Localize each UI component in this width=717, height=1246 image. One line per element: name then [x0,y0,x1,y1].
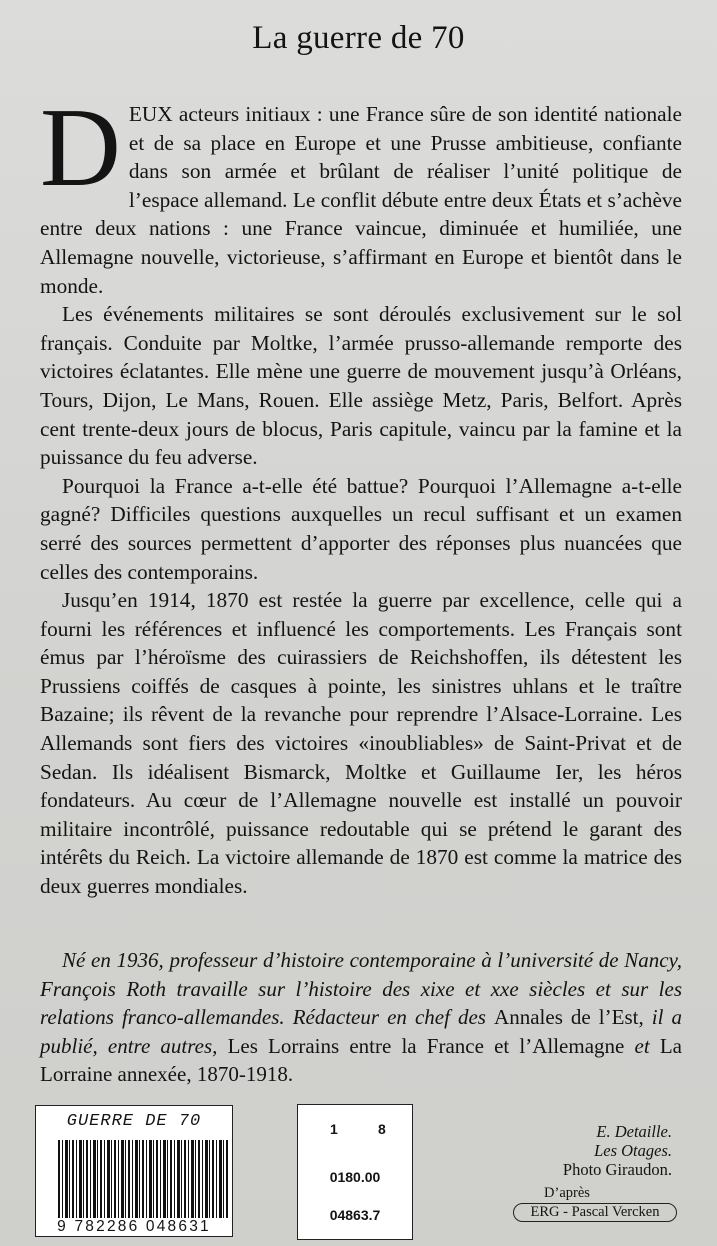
intro-paragraph [40,86,682,300]
credit-photo: Photo Giraudon. [562,1160,672,1179]
bio-journal: Annales de l’Est, [494,1005,644,1030]
barcode-number: 9 782286 048631 [57,1218,211,1235]
description-text [40,86,682,901]
credit-artwork: Les Otages. [594,1141,672,1160]
image-credits [480,1122,672,1179]
barcode-icon [58,1140,230,1218]
author-bio [40,946,682,1089]
book-title: La guerre de 70 [252,20,465,56]
design-credit-label: D’après [544,1185,590,1201]
paragraph-questions: Pourquoi la France a-t-elle été battue? Pourquoi l’Allemagne a-t-elle gagné? Difficiles questions auxquelles un recul suffisant et un examen serré des sources permettent d’apporter des réponses plus nuancées que celles des contemporains. [40,473,682,584]
intro-text: acteurs initiaux : une France sûre de son identité nationale et de sa place en Europe et une Prusse ambitieuse, confiante dans son armée et brûlant de réaliser l’unité politique de l’espace allemand. Le conflit débute entre deux États et s’achève entre deux nations : une France vaincue, diminuée et humiliée, une Allemagne nouvelle, victorieuse, s’affirmant en Europe et bientôt dans le monde. [40,102,682,298]
paragraph-legacy: Jusqu’en 1914, 1870 est restée la guerre par excellence, celle qui a fourni les références et influencé les comportements. Les Français sont émus par l’héroïsme des cuirassiers de Reichshoffen, ils détestent les Prussiens coiffés de casques à pointe, les sinistres uhlans et le traître Bazaine; ils rêvent de la revanche pour reprendre l’Alsace-Lorraine. Les Allemands sont fiers des victoires «inoubliables» de Saint-Privat et de Sedan. Ils idéalisent Bismarck, Moltke et Guillaume Ier, les héros fondateurs. Au cœur de l’Allemagne nouvelle est installé un pouvoir militaire incontrôlé, puissance redoutable qui se prétend le garant des intérêts du Reich. La victoire allemande de 1870 est comme la matrice des deux guerres mondiales. [40,588,682,899]
design-credit-name: ERG - Pascal Vercken [513,1203,677,1222]
bio-book-2: La Lorraine annexée, 1870-1918. [40,1033,682,1087]
barcode-label: GUERRE DE 70 [66,1112,202,1131]
price-code-a: 1 [330,1121,338,1137]
credit-artist: E. Detaille. [596,1122,672,1141]
price-code-1: 0180.00 [329,1169,381,1185]
paragraph-military: Les événements militaires se sont déroulés exclusivement sur le sol français. Conduite par Moltke, l’armée prusso-allemande remporte des victoires éclatantes. Elle mène une guerre de mouvement jusqu’à Orléans, Tours, Dijon, Le Mans, Rouen. Elle assiège Metz, Paris, Belfort. Après cent trente-deux jours de blocus, Paris capitule, vaincu par la famine et la puissance du feu adverse. [40,302,682,470]
dropcap-letter: D [40,86,121,210]
bio-part-3: il a publié, entre autres, [40,1005,683,1058]
price-sticker [297,1104,413,1240]
bio-part-5: et [624,1033,660,1058]
price-code-2: 04863.7 [329,1207,381,1223]
bio-part-1: Né en 1936, professeur d’histoire contemporaine à l’université de Nancy, François Roth travaille sur l’histoire des xixe et xxe siècles et sur les relations franco-allemandes. Rédacteur en chef des [40,948,682,1030]
bio-book-1: Les Lorrains entre la France et l’Allemagne [227,1033,625,1058]
barcode-sticker [35,1105,233,1237]
price-code-b: 8 [378,1121,386,1137]
intro-caps: EUX [128,102,173,126]
